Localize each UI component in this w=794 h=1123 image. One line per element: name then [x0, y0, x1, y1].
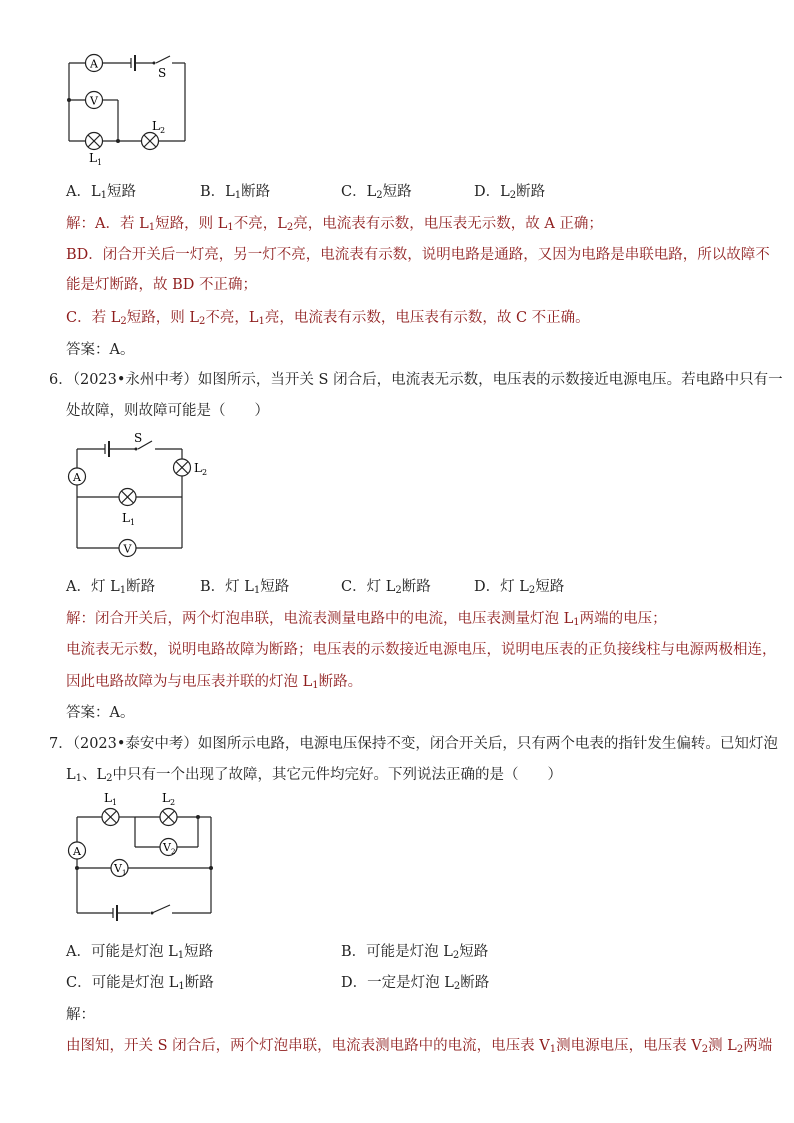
q7-option-b: B．可能是灯泡 $L_2$短路 — [341, 944, 489, 961]
q7-option-c: C．可能是灯泡 $L_1$断路 — [66, 975, 214, 992]
q5-answer: 答案：A。 — [66, 342, 135, 358]
q7-lamp2-label: $L_2$ — [162, 791, 176, 807]
voltmeter-label: V — [90, 94, 98, 108]
q6-lamp2-label: $L_2$ — [194, 461, 208, 477]
q6-option-c: C．灯 $L_2$断路 — [341, 579, 431, 596]
q5-option-a: A．$L_1$短路 — [66, 184, 136, 201]
q6-stem-line-1: 6．（2023•永州中考）如图所示，当开关 S 闭合后，电流表无示数，电压表的示数接近电源电压。若电路中只有一 — [49, 372, 783, 388]
q5-option-b: B．$L_1$断路 — [200, 184, 271, 201]
q6-option-b: B．灯 $L_1$短路 — [200, 579, 290, 596]
q7-lamp1-label: $L_1$ — [104, 791, 118, 807]
q7-v2-label: $V_2$ — [163, 841, 176, 856]
q7-option-a: A．可能是灯泡 $L_1$短路 — [66, 944, 214, 961]
q6-solution-line-3: 因此电路故障为与电压表并联的灯泡 $L_1$断路。 — [66, 674, 363, 691]
q6-solution-line-2: 电流表无示数，说明电路故障为断路；电压表的示数接近电源电压，说明电压表的正负接线柱与电源两极相连， — [66, 642, 777, 658]
q5-option-d: D．$L_2$断路 — [474, 184, 546, 201]
q6-voltmeter-label: V — [123, 542, 132, 556]
q5-solution-line-2: BD．闭合开关后一灯亮，另一灯不亮，电流表有示数，说明电路是通路，又因为电路是串联电路，所以故障不 — [66, 247, 770, 263]
q5-solution-line-3: 能是灯断路，故 BD 不正确； — [66, 277, 257, 293]
q6-lamp1-label: $L_1$ — [122, 511, 136, 527]
q6-solution-line-1: 解：闭合开关后，两个灯泡串联，电流表测量电路中的电流，电压表测量灯泡 $L_1$两端的电压； — [66, 611, 667, 628]
q7-solution-line-1: 由图知，开关 S 闭合后，两个灯泡串联，电流表测电路中的电流，电压表 $V_1$测电源电压，电压表 $V_2$测 $L_2$两端 — [66, 1038, 773, 1055]
q6-option-a: A．灯 $L_1$断路 — [66, 579, 156, 596]
q7-v1-label: $V_1$ — [114, 862, 127, 877]
q7-ammeter-label: A — [73, 845, 81, 858]
q7-stem-line-2: $L_1$、$L_2$中只有一个出现了故障，其它元件均完好。下列说法正确的是（ ） — [66, 767, 563, 784]
q6-stem-line-2: 处故障，则故障可能是（ ） — [66, 403, 269, 419]
lamp2-label: $L_2$ — [152, 119, 166, 135]
q7-option-d: D．一定是灯泡 $L_2$断路 — [341, 975, 490, 992]
lamp1-label: $L_1$ — [89, 151, 103, 167]
q6-ammeter-label: A — [73, 471, 81, 484]
q6-option-d: D．灯 $L_2$短路 — [474, 579, 565, 596]
q5-solution-line-1: 解：A．若 $L_1$短路，则 $L_1$不亮，$L_2$亮，电流表有示数，电压表无示数，故 A 正确； — [66, 216, 603, 233]
switch-label: S — [158, 66, 167, 80]
q6-switch-label: S — [134, 431, 143, 445]
ammeter-label: A — [90, 57, 98, 71]
q7-stem-line-1: 7．（2023•泰安中考）如图所示电路，电源电压保持不变，闭合开关后，只有两个电表的指针发生偏转。已知灯泡 — [49, 736, 778, 752]
q5-solution-line-4: C．若 $L_2$短路，则 $L_2$不亮，$L_1$亮，电流表有示数，电压表有示数，故 C 不正确。 — [66, 310, 590, 327]
q5-option-c: C．$L_2$短路 — [341, 184, 412, 201]
q6-answer: 答案：A。 — [66, 705, 135, 721]
q7-solution-label: 解： — [66, 1007, 95, 1023]
